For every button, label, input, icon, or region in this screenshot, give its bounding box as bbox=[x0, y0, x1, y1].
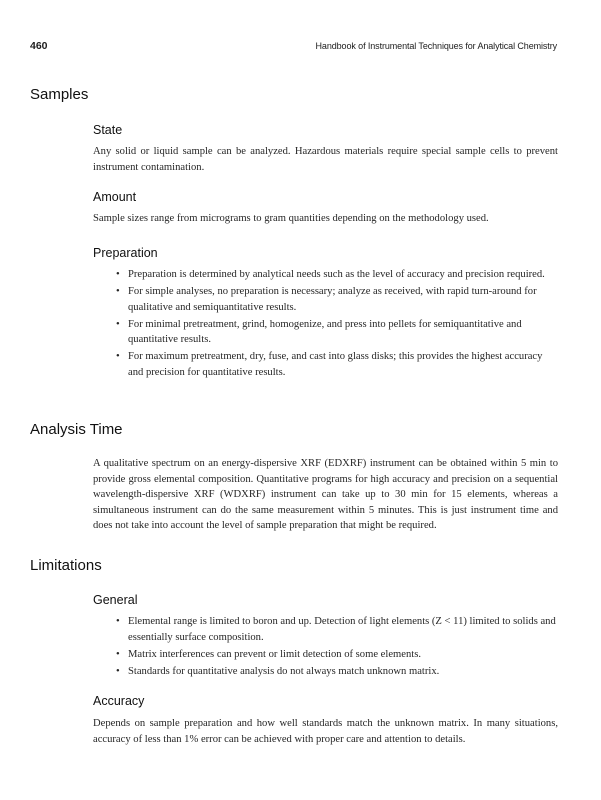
running-header bbox=[30, 40, 557, 52]
amount-paragraph: Sample sizes range from micrograms to gram quantities depending on the methodology used. bbox=[93, 213, 489, 224]
running-title: Handbook of Instrumental Techniques for Analytical Chemistry bbox=[315, 41, 557, 51]
list-item: • For simple analyses, no preparation is necessary; analyze as received, with rapid turn-around for qualitative and semiquantitative results. bbox=[93, 284, 558, 315]
list-item: • For minimal pretreatment, grind, homogenize, and press into pellets for semiquantitative and quantitative results. bbox=[93, 317, 558, 348]
page-number: 460 bbox=[30, 40, 48, 52]
list-item: • Preparation is determined by analytical needs such as the level of accuracy and precision required. bbox=[93, 267, 558, 283]
subheading-state: State bbox=[93, 123, 123, 137]
accuracy-paragraph: Depends on sample preparation and how well standards match the unknown matrix. In many situations, accuracy of less than 1% error can be achieved with proper care and attention to details. bbox=[93, 718, 558, 745]
preparation-list bbox=[93, 267, 558, 382]
subheading-preparation: Preparation bbox=[93, 246, 158, 260]
subheading-accuracy: Accuracy bbox=[93, 694, 145, 708]
section-heading-limitations: Limitations bbox=[30, 557, 102, 574]
subheading-general: General bbox=[93, 593, 138, 607]
general-limitations-list bbox=[93, 614, 558, 681]
state-paragraph: Any solid or liquid sample can be analyzed. Hazardous materials require special sample cells to prevent instrument contamination. bbox=[93, 146, 558, 173]
section-heading-samples: Samples bbox=[30, 86, 89, 103]
list-item: • Matrix interferences can prevent or limit detection of some elements. bbox=[93, 647, 558, 663]
analysis-time-paragraph: A qualitative spectrum on an energy-dispersive XRF (EDXRF) instrument can be obtained within 5 min to provide gross elemental composition. Quantitative programs for high accuracy and precision on a sequential wavelength-dispersive XRF (WDXRF) instrument can take up to 30 min for 15 elements, whereas a simultaneous instrument can do the same measurement within 5 minutes. This is just instrument time and does not take into account the level of sample preparation that might be required. bbox=[93, 458, 558, 531]
list-item: • For maximum pretreatment, dry, fuse, and cast into glass disks; this provides the highest accuracy and precision for quantitative results. bbox=[93, 349, 558, 380]
list-item: • Standards for quantitative analysis do not always match unknown matrix. bbox=[93, 664, 558, 680]
section-heading-analysis-time: Analysis Time bbox=[30, 421, 123, 438]
subheading-amount: Amount bbox=[93, 190, 137, 204]
list-item: • Elemental range is limited to boron and up. Detection of light elements (Z < 11) limited to solids and essentially surface composition. bbox=[93, 614, 558, 645]
